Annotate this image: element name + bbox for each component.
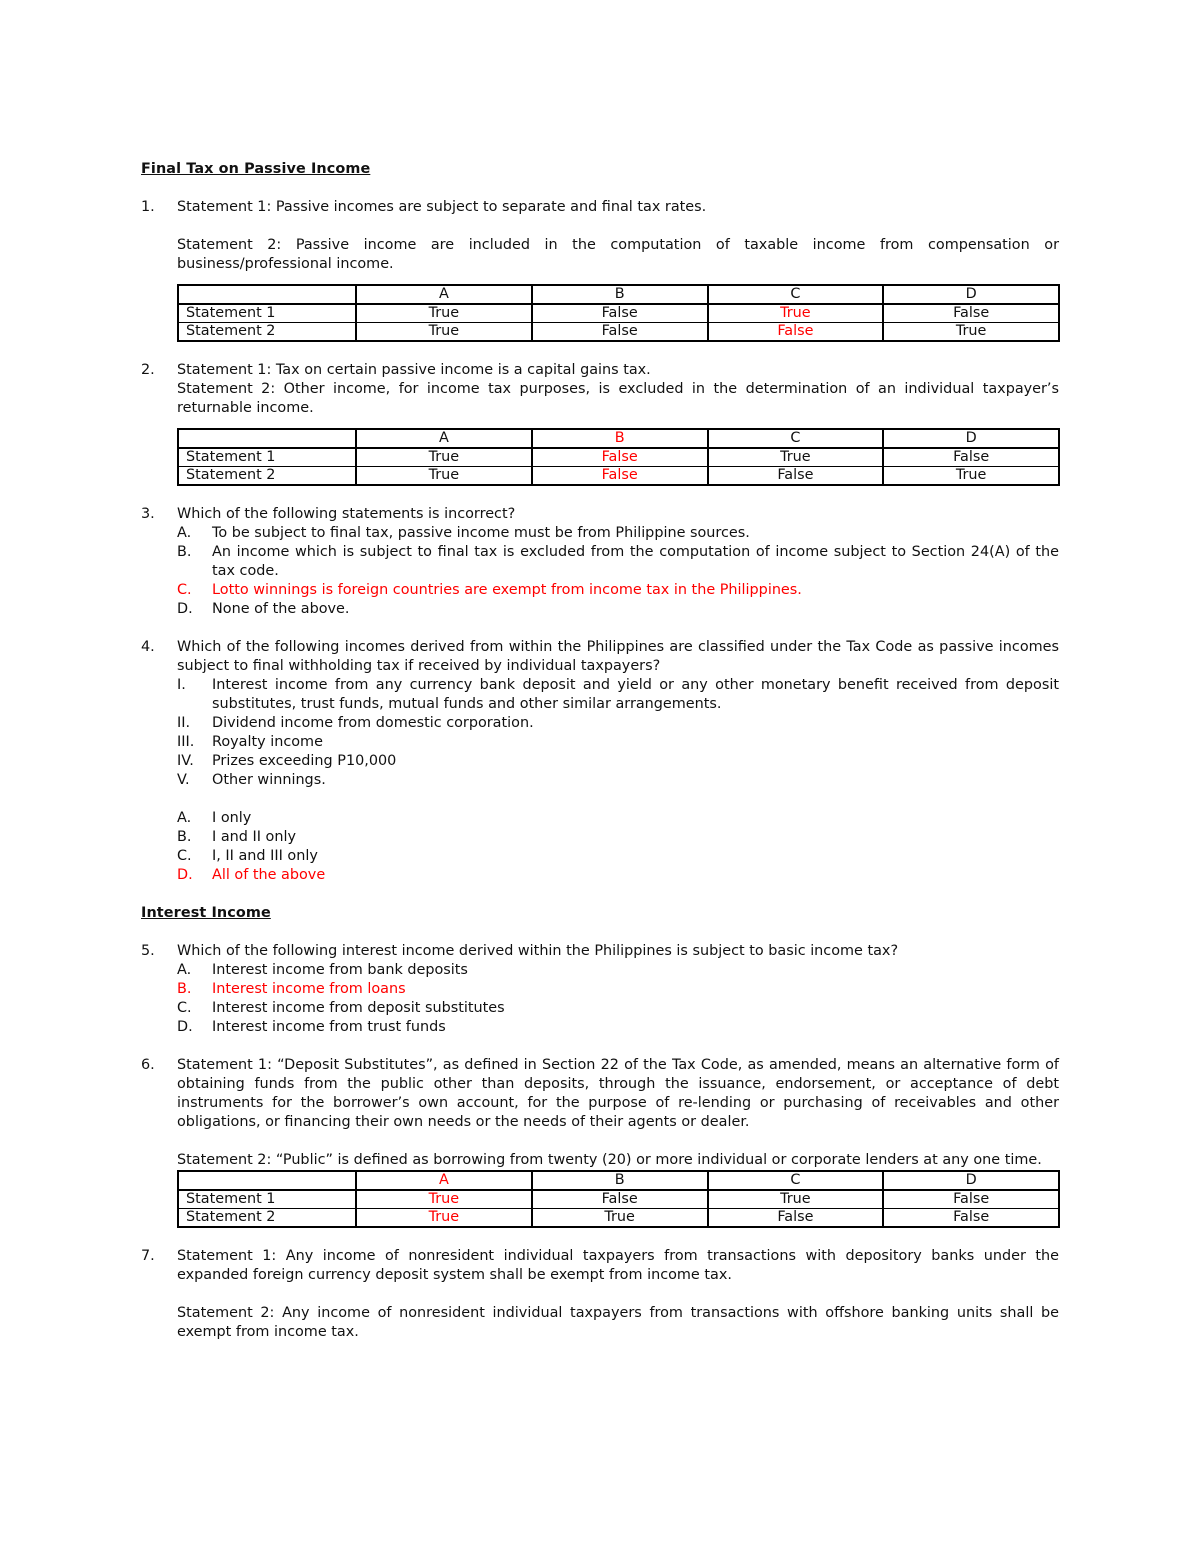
document-page: [141, 160, 1059, 1342]
table-cell: False: [532, 1190, 708, 1209]
column-header-d: D: [883, 429, 1059, 448]
table-cell: False: [883, 448, 1059, 467]
row-label: Statement 2: [178, 1209, 356, 1228]
table-cell: False: [883, 304, 1059, 323]
column-header-b: B: [532, 1171, 708, 1190]
option-label: A.: [177, 810, 192, 826]
table-cell-answer: False: [708, 323, 884, 342]
table-row: [178, 1190, 1059, 1209]
item-label: II.: [177, 715, 191, 731]
table-row: [178, 1209, 1059, 1228]
column-header-b-answer: B: [532, 429, 708, 448]
statement-2: Statement 2: Other income, for income tax purposes, is excluded in the determination of an individual taxpayer’s returnable income.: [177, 381, 1059, 416]
option-text: Interest income from deposit substitutes: [212, 1000, 505, 1016]
table-cell: True: [356, 323, 532, 342]
table-cell: False: [883, 1190, 1059, 1209]
item-text: Other winnings.: [212, 772, 326, 788]
row-label: Statement 2: [178, 323, 356, 342]
table-cell: [178, 1171, 356, 1190]
option-text: An income which is subject to final tax is excluded from the computation of income subject to Section 24(A) of the tax code.: [212, 544, 1059, 579]
option-c: [177, 999, 1059, 1018]
statement-1: Statement 1: Tax on certain passive income is a capital gains tax.: [177, 362, 651, 378]
column-header-a: A: [356, 429, 532, 448]
question-text: Which of the following incomes derived from within the Philippines are classified under the Tax Code as passive incomes subject to final withholding tax if received by individual taxpayers?: [177, 639, 1059, 674]
question-text: Which of the following interest income derived within the Philippines is subject to basic income tax?: [177, 943, 899, 959]
option-label: B.: [177, 829, 192, 845]
table-cell: True: [883, 323, 1059, 342]
question-number: 3.: [141, 506, 155, 522]
answer-table: [177, 1170, 1060, 1228]
table-cell: True: [708, 448, 884, 467]
option-label: B.: [177, 981, 192, 997]
column-header-c: C: [708, 429, 884, 448]
table-cell: True: [356, 448, 532, 467]
option-b-answer: [177, 980, 1059, 999]
statement-1: Statement 1: “Deposit Substitutes”, as defined in Section 22 of the Tax Code, as amended, means an alternative form of obtaining funds from the public other than deposits, through the issuance, endorsement, or acceptance of debt instruments for the borrower’s own account, for the purpose of re-lending or purchasing of receivables and other obligations, or financing their own needs or the needs of their agents or dealer.: [177, 1057, 1059, 1130]
question-number: 6.: [141, 1057, 155, 1073]
row-label: Statement 1: [178, 304, 356, 323]
row-label: Statement 1: [178, 1190, 356, 1209]
table-header-row: [178, 1171, 1059, 1190]
table-cell-answer: False: [532, 467, 708, 486]
table-cell: True: [356, 467, 532, 486]
option-text: To be subject to final tax, passive income must be from Philippine sources.: [212, 525, 750, 541]
table-cell: False: [532, 304, 708, 323]
option-b: [177, 828, 1059, 847]
option-c: [177, 847, 1059, 866]
table-row: [178, 304, 1059, 323]
option-b: [177, 543, 1059, 581]
option-text: Interest income from bank deposits: [212, 962, 468, 978]
column-header-c: C: [708, 1171, 884, 1190]
answer-table: [177, 284, 1060, 342]
item-label: V.: [177, 772, 190, 788]
item-iv: [177, 752, 1059, 771]
table-row: [178, 448, 1059, 467]
option-label: A.: [177, 962, 192, 978]
table-cell-answer: False: [532, 448, 708, 467]
question-number: 5.: [141, 943, 155, 959]
statement-1: Statement 1: Passive incomes are subject to separate and final tax rates.: [177, 199, 707, 215]
statement-2: Statement 2: “Public” is defined as borrowing from twenty (20) or more individual or corporate lenders at any one time.: [177, 1152, 1042, 1168]
question-4: [141, 638, 1059, 885]
option-label: D.: [177, 867, 193, 883]
question-2: [141, 361, 1059, 486]
statement-1: Statement 1: Any income of nonresident individual taxpayers from transactions with depository banks under the expanded foreign currency deposit system shall be exempt from income tax.: [177, 1248, 1059, 1283]
row-label: Statement 2: [178, 467, 356, 486]
column-header-d: D: [883, 1171, 1059, 1190]
table-cell: True: [532, 1209, 708, 1228]
section-heading-final-tax: Final Tax on Passive Income: [141, 161, 371, 177]
option-text: I, II and III only: [212, 848, 318, 864]
table-cell: True: [883, 467, 1059, 486]
statement-2: Statement 2: Any income of nonresident individual taxpayers from transactions with offshore banking units shall be exempt from income tax.: [177, 1305, 1059, 1340]
column-header-b: B: [532, 285, 708, 304]
question-number: 7.: [141, 1248, 155, 1264]
option-text: Lotto winnings is foreign countries are exempt from income tax in the Philippines.: [212, 582, 802, 598]
option-text: Interest income from trust funds: [212, 1019, 446, 1035]
item-text: Dividend income from domestic corporation.: [212, 715, 534, 731]
item-i: [177, 676, 1059, 714]
option-d: [177, 600, 1059, 619]
option-a: [177, 524, 1059, 543]
statement-2: Statement 2: Passive income are included in the computation of taxable income from compensation or business/professional income.: [177, 237, 1059, 272]
option-text: I only: [212, 810, 252, 826]
option-label: C.: [177, 848, 192, 864]
item-text: Royalty income: [212, 734, 323, 750]
option-label: D.: [177, 601, 193, 617]
option-label: C.: [177, 1000, 192, 1016]
column-header-a: A: [356, 285, 532, 304]
item-label: III.: [177, 734, 195, 750]
table-row: [178, 323, 1059, 342]
table-cell: [178, 285, 356, 304]
section-heading-interest-income: Interest Income: [141, 905, 271, 921]
option-label: B.: [177, 544, 192, 560]
table-header-row: [178, 429, 1059, 448]
table-row: [178, 467, 1059, 486]
table-cell-answer: True: [708, 304, 884, 323]
table-cell: True: [356, 304, 532, 323]
item-v: [177, 771, 1059, 790]
question-number: 1.: [141, 199, 155, 215]
option-d-answer: [177, 866, 1059, 885]
option-a: [177, 961, 1059, 980]
row-label: Statement 1: [178, 448, 356, 467]
table-cell: [178, 429, 356, 448]
item-text: Interest income from any currency bank deposit and yield or any other monetary benefit received from deposit substitutes, trust funds, mutual funds and other similar arrangements.: [212, 677, 1059, 712]
table-cell: False: [708, 1209, 884, 1228]
option-text: None of the above.: [212, 601, 350, 617]
option-label: D.: [177, 1019, 193, 1035]
item-label: I.: [177, 677, 186, 693]
table-cell: False: [532, 323, 708, 342]
option-d: [177, 1018, 1059, 1037]
table-cell: True: [708, 1190, 884, 1209]
option-text: All of the above: [212, 867, 326, 883]
option-text: I and II only: [212, 829, 296, 845]
question-1: [141, 198, 1059, 342]
question-5: [141, 942, 1059, 1037]
item-text: Prizes exceeding P10,000: [212, 753, 397, 769]
option-label: C.: [177, 582, 192, 598]
question-number: 4.: [141, 639, 155, 655]
column-header-d: D: [883, 285, 1059, 304]
item-label: IV.: [177, 753, 194, 769]
question-text: Which of the following statements is incorrect?: [177, 506, 516, 522]
table-header-row: [178, 285, 1059, 304]
option-a: [177, 809, 1059, 828]
table-cell: False: [708, 467, 884, 486]
item-ii: [177, 714, 1059, 733]
answer-table: [177, 428, 1060, 486]
option-label: A.: [177, 525, 192, 541]
table-cell: False: [883, 1209, 1059, 1228]
question-7: [141, 1247, 1059, 1342]
option-text: Interest income from loans: [212, 981, 406, 997]
column-header-c: C: [708, 285, 884, 304]
question-3: [141, 505, 1059, 619]
table-cell-answer: True: [356, 1190, 532, 1209]
column-header-a-answer: A: [356, 1171, 532, 1190]
question-number: 2.: [141, 362, 155, 378]
table-cell-answer: True: [356, 1209, 532, 1228]
question-6: [141, 1056, 1059, 1228]
item-iii: [177, 733, 1059, 752]
option-c-answer: [177, 581, 1059, 600]
